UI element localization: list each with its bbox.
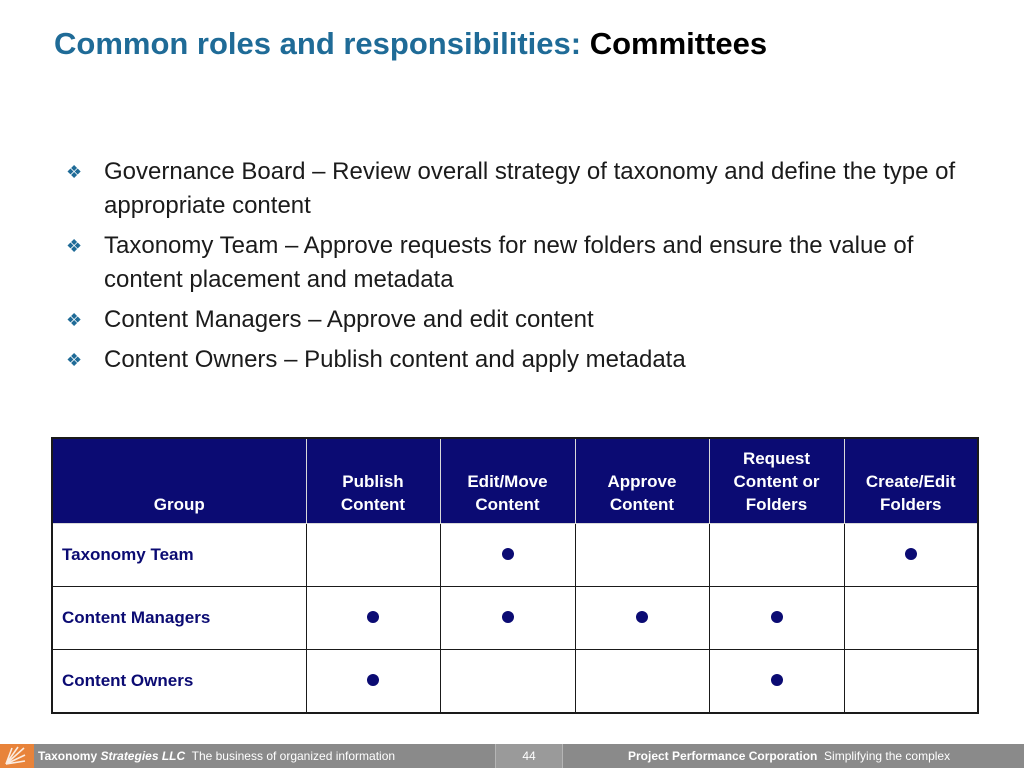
list-item: ❖ Content Managers – Approve and edit content [66, 303, 986, 337]
bullet-list [66, 155, 986, 383]
mark-cell [575, 587, 709, 650]
title-accent: Committees [589, 26, 768, 61]
list-item: ❖ Content Owners – Publish content and apply metadata [66, 343, 986, 377]
footer-right: Project Performance Corporation Simplifying the complex [628, 749, 951, 763]
company-logo [0, 744, 34, 768]
list-item: ❖ Taxonomy Team – Approve requests for new folders and ensure the value of content placement and metadata [66, 229, 986, 297]
page-number: 44 [495, 744, 563, 768]
mark-cell [440, 587, 575, 650]
responsibility-dot [367, 674, 379, 686]
mark-cell [306, 587, 440, 650]
diamond-bullet-icon: ❖ [66, 236, 83, 256]
mark-cell [709, 524, 844, 587]
mark-cell [844, 650, 978, 714]
table-header-row [52, 438, 978, 524]
responsibility-dot [905, 548, 917, 560]
sunburst-icon [4, 746, 26, 766]
responsibility-dot [636, 611, 648, 623]
mark-cell [709, 587, 844, 650]
responsibility-dot [771, 611, 783, 623]
footer-bar [0, 744, 1024, 768]
mark-cell [709, 650, 844, 714]
diamond-bullet-icon: ❖ [66, 310, 83, 330]
responsibility-dot [502, 548, 514, 560]
group-cell: Taxonomy Team [52, 524, 306, 587]
table-row [52, 524, 978, 587]
header-publish-content: Publish Content [306, 438, 440, 524]
list-item: ❖ Governance Board – Review overall strategy of taxonomy and define the type of appropriate content [66, 155, 986, 223]
mark-cell [575, 650, 709, 714]
roles-table [51, 437, 979, 714]
mark-cell [575, 524, 709, 587]
mark-cell [440, 524, 575, 587]
group-cell: Content Managers [52, 587, 306, 650]
responsibility-dot [771, 674, 783, 686]
diamond-bullet-icon: ❖ [66, 162, 83, 182]
group-cell: Content Owners [52, 650, 306, 714]
mark-cell [844, 587, 978, 650]
diamond-bullet-icon: ❖ [66, 350, 83, 370]
header-edit-move-content: Edit/Move Content [440, 438, 575, 524]
title-main: Common roles and responsibilities: [54, 26, 582, 61]
mark-cell [306, 524, 440, 587]
footer-left: Taxonomy Strategies LLC The business of organized information [38, 749, 396, 763]
table-row [52, 650, 978, 714]
page-title [54, 26, 767, 62]
responsibility-dot [502, 611, 514, 623]
table-row [52, 587, 978, 650]
mark-cell [306, 650, 440, 714]
mark-cell [440, 650, 575, 714]
responsibility-dot [367, 611, 379, 623]
header-approve-content: Approve Content [575, 438, 709, 524]
mark-cell [844, 524, 978, 587]
header-create-edit-folders: Create/Edit Folders [844, 438, 978, 524]
header-request-content-folders: Request Content or Folders [709, 438, 844, 524]
header-group: Group [52, 438, 306, 524]
table-body [52, 524, 978, 714]
